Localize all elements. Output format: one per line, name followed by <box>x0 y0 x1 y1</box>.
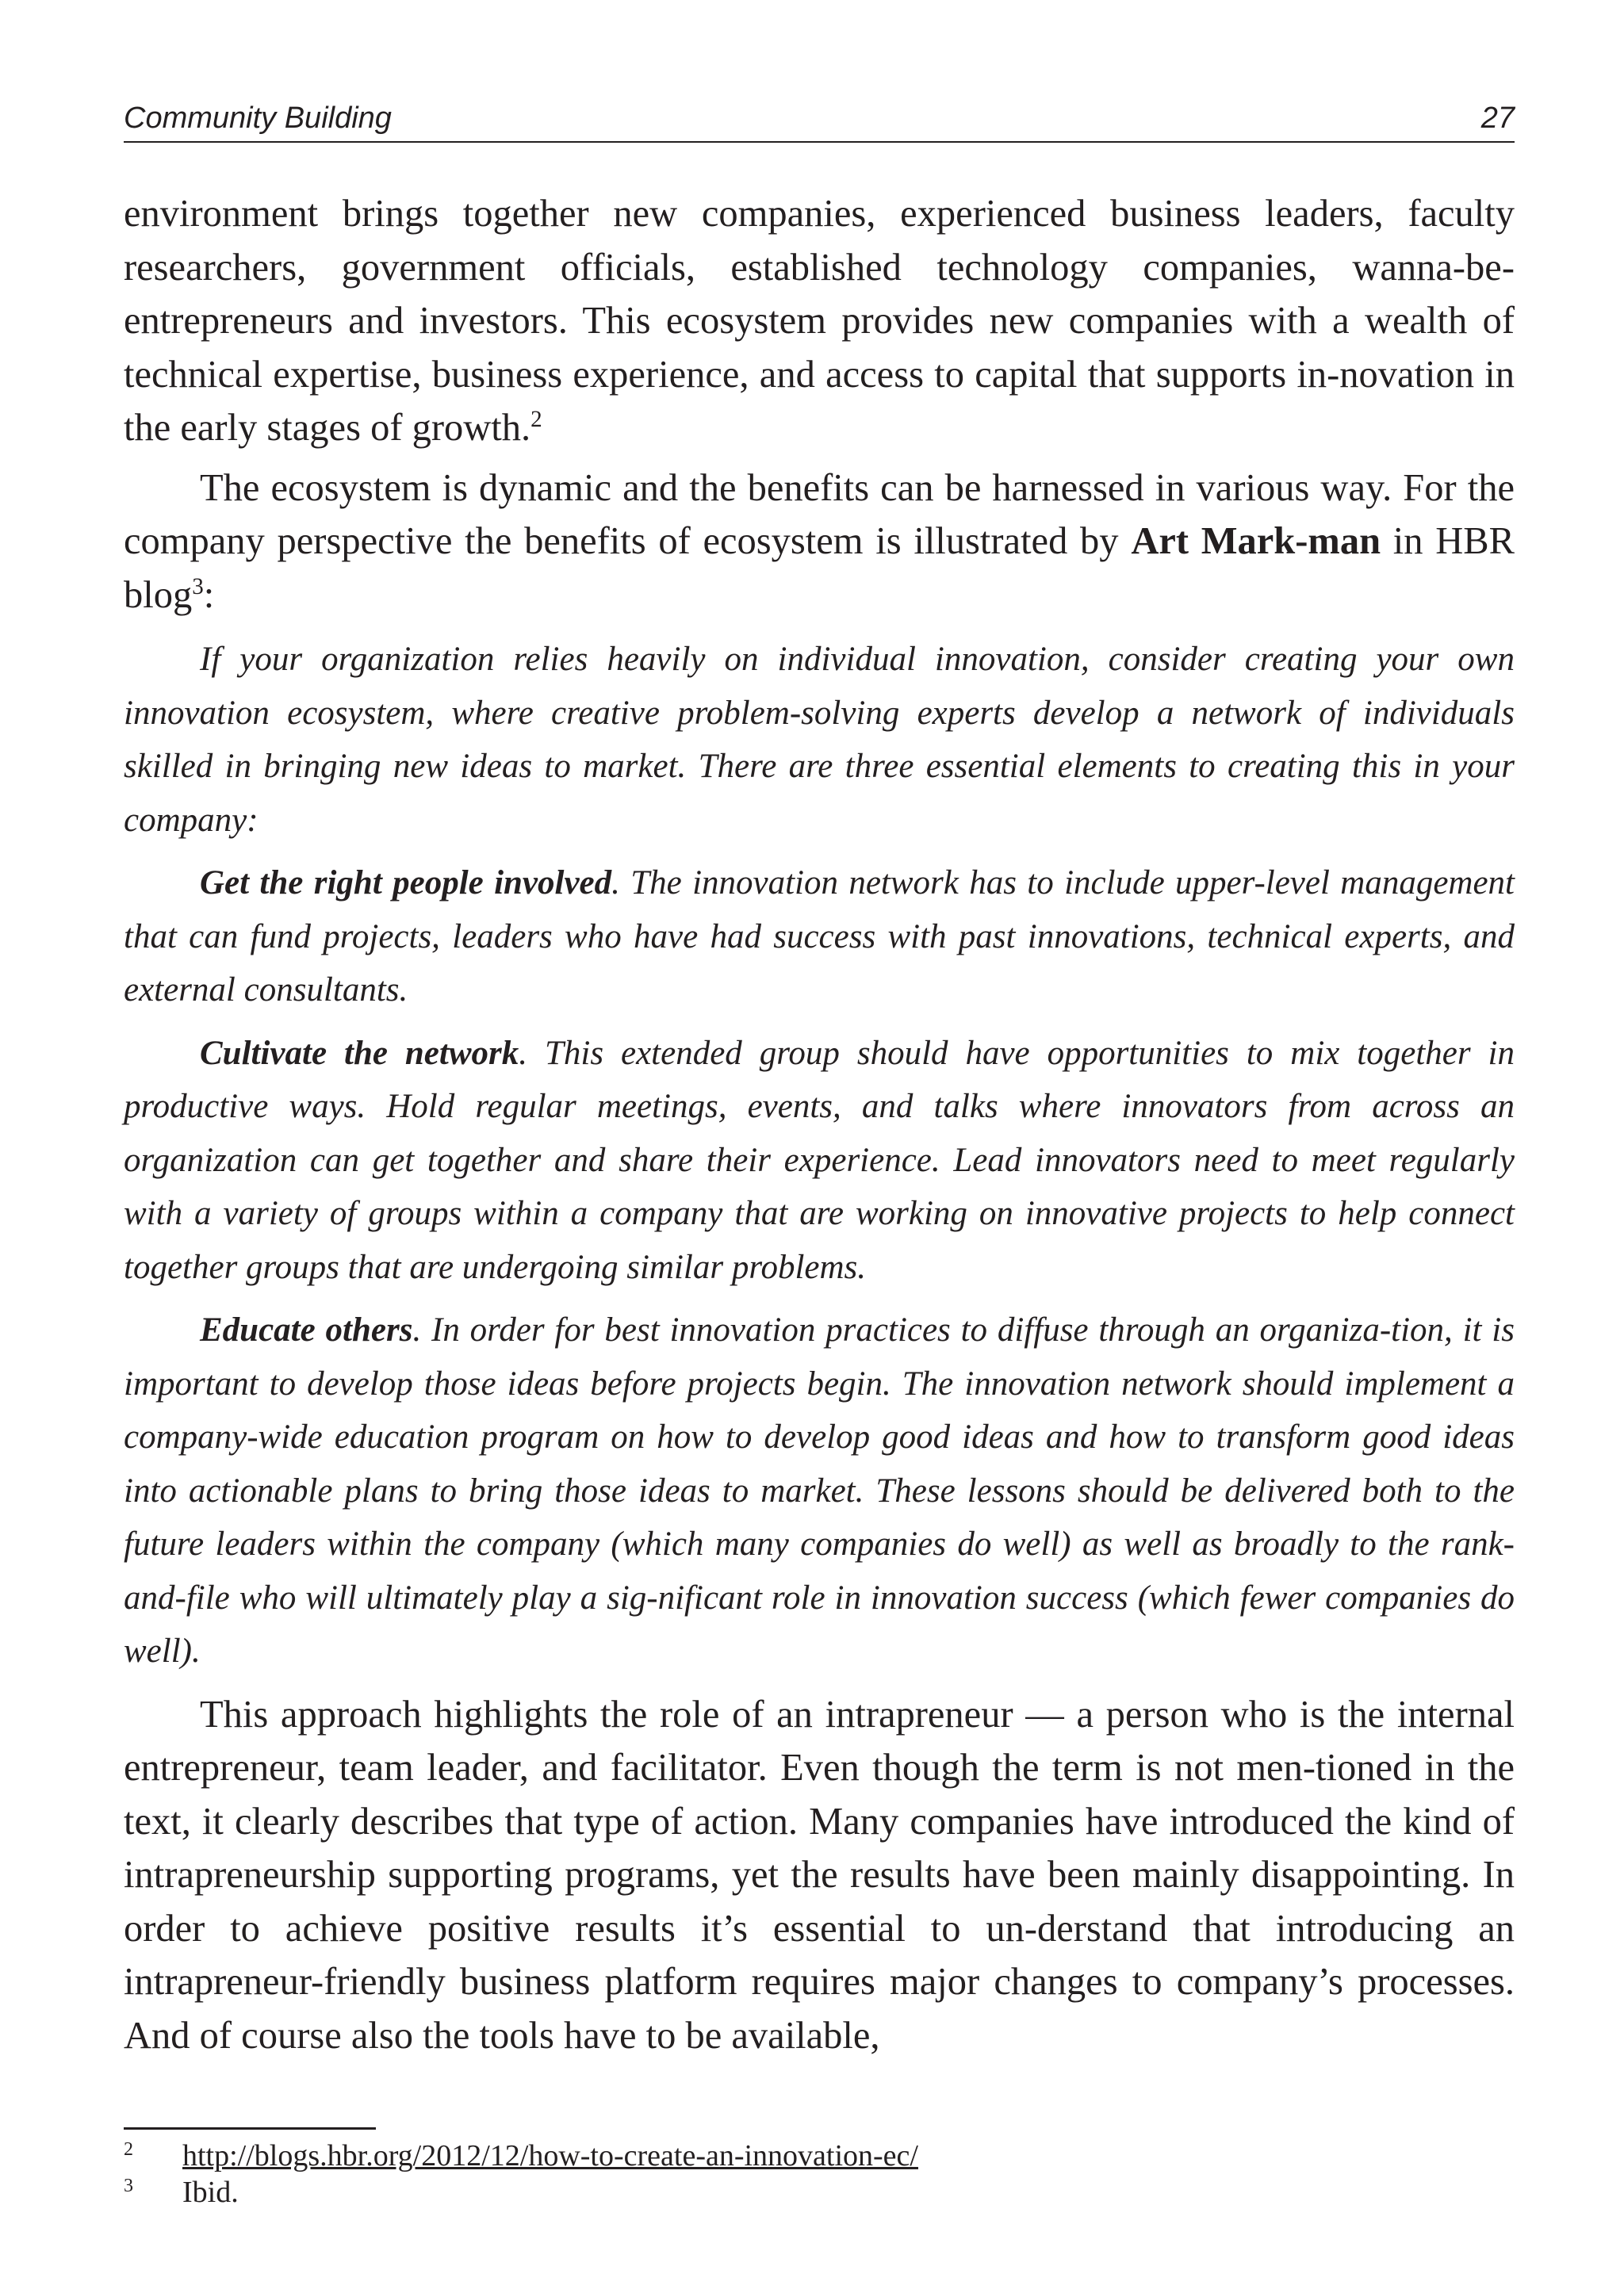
footnote-divider <box>124 2127 376 2130</box>
paragraph-1 <box>124 187 1515 455</box>
footnotes <box>124 2138 1515 2211</box>
paragraph-2-text: The ecosystem is dynamic and the benefits can be harnessed in various way. For the company perspective the benefits of ecosystem is illustrated by <box>124 466 1515 562</box>
paragraph-3: This approach highlights the role of an intrapreneur — a person who is the internal entrepreneur, team leader, and facilitator. Even though the term is not men-tioned in the text, it clearly describes that type of action. Many companies have introduced the kind of intrapreneurship supporting programs, yet the results have been mainly disappointing. In order to achieve positive results it’s essential to un-derstand that introducing an intrapreneur-friendly business platform requires major changes to company’s processes. And of course also the tools have to be available, <box>124 1693 1515 2057</box>
quote-element-heading: Cultivate the network <box>200 1034 519 1072</box>
quote-element-heading: Educate others <box>200 1311 413 1349</box>
paragraph-2 <box>124 461 1515 622</box>
running-header <box>124 103 1515 143</box>
footnote <box>124 2174 1515 2211</box>
quote-intro: If your organization relies heavily on individual innovation, consider creating your own innovation ecosystem, where creative problem-solving experts develop a network of individuals skilled in bringing new ideas to market. There are three essential elements to creating this in your company: <box>124 641 1515 839</box>
paragraph-1-text: environment brings together new companies, experienced business leaders, faculty researchers, government officials, established technology companies, wanna-be-entrepreneurs and investors. This ecosystem provides new companies with a wealth of technical expertise, business experience, and access to capital that supports in-novation in the early stages of growth. <box>124 193 1515 449</box>
footnote-number: 3 <box>124 2176 133 2196</box>
footnote-text: Ibid. <box>182 2176 239 2209</box>
page-number: 27 <box>1480 101 1515 135</box>
body-text <box>124 187 1515 622</box>
quote-element-heading: Get the right people involved <box>200 864 612 902</box>
paragraph-2-end: : <box>203 573 215 616</box>
section-title: Community Building <box>124 101 392 135</box>
footnote-link[interactable]: http://blogs.hbr.org/2012/12/how-to-create-an-innovation-ec/ <box>182 2139 918 2172</box>
footnote <box>124 2138 1515 2174</box>
page <box>124 103 1515 2062</box>
quote-element-text: . The innovation network has to include upper-level management that can fund projects, leaders who have had success with past innovations, technical experts, and external consultants. <box>124 864 1515 1009</box>
paragraph-2-text-cont: in HBR blog <box>124 520 1515 616</box>
block-quote <box>124 633 1515 1679</box>
footnote-ref-3[interactable]: 3 <box>192 573 204 599</box>
quote-element <box>124 1027 1515 1295</box>
quote-element <box>124 1303 1515 1679</box>
body-text-continued <box>124 1688 1515 2063</box>
footnote-ref-2[interactable]: 2 <box>530 406 542 432</box>
quote-element <box>124 856 1515 1017</box>
footnote-number: 2 <box>124 2139 133 2160</box>
quote-element-text: . In order for best innovation practices to diffuse through an organiza-tion, it is important to develop those ideas before projects begin. The innovation network should implement a company-wide education program on how to develop good ideas and how to transform good ideas into actionable plans to bring those ideas to market. These lessons should be delivered both to the future leaders within the company (which many companies do well) as well as broadly to the rank-and-file who will ultimately play a sig-nificant role in innovation success (which fewer companies do well). <box>124 1311 1515 1670</box>
author-name: Art Mark-man <box>1131 520 1381 562</box>
quote-element-text: . This extended group should have opportunities to mix together in productive ways. Hold regular meetings, events, and talks where innovators from across an organization can get together and share their experience. Lead innovators need to meet regularly with a variety of groups within a company that are working on innovative projects to help connect together groups that are undergoing similar problems. <box>124 1034 1515 1286</box>
